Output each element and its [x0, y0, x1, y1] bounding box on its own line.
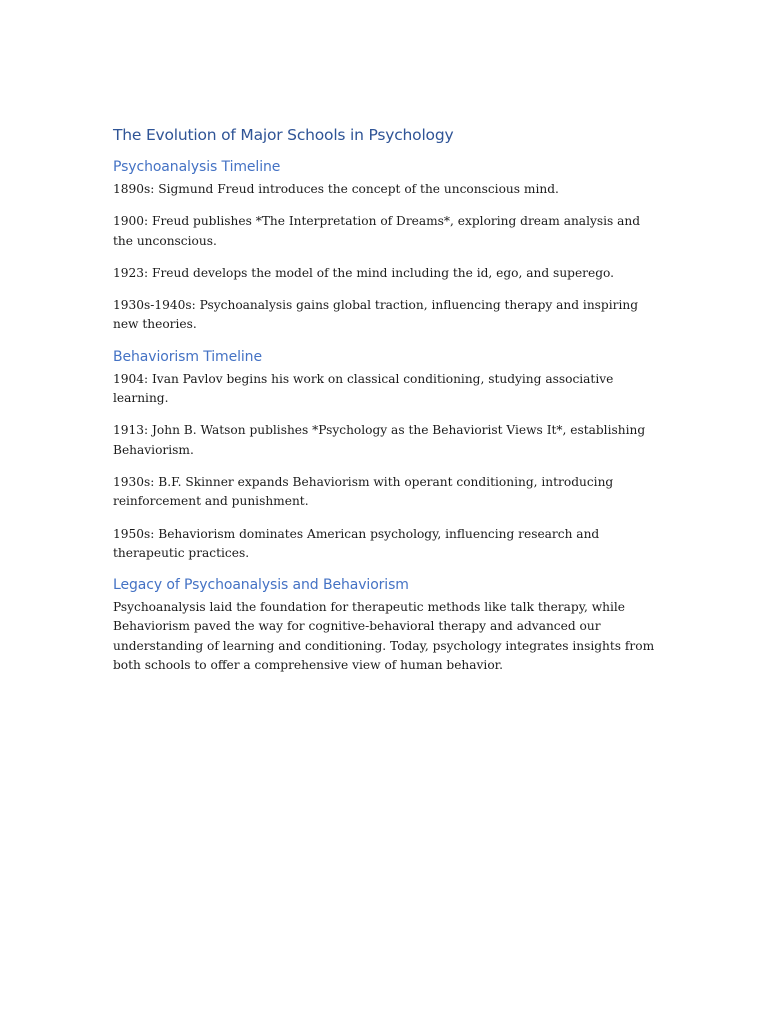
section-psychoanalysis-timeline: [113, 158, 658, 335]
timeline-entry: 1904: Ivan Pavlov begins his work on classical conditioning, studying associative learning.: [113, 371, 614, 406]
section-heading: Behaviorism Timeline: [113, 348, 262, 365]
timeline-entry: 1930s: B.F. Skinner expands Behaviorism with operant conditioning, introducing reinforcement and punishment.: [113, 474, 614, 509]
timeline-entry: 1913: John B. Watson publishes *Psychology as the Behaviorist Views It*, establishing Behaviorism.: [113, 423, 646, 457]
timeline-entry: 1923: Freud develops the model of the mind including the id, ego, and superego.: [113, 265, 615, 280]
legacy-paragraph: Psychoanalysis laid the foundation for therapeutic methods like talk therapy, while Behaviorism paved the way for cognitive-behavioral therapy and advanced our understanding of learning and conditioning. Today, psychology integrates insights from both schools to offer a comprehensive view of human behavior.: [113, 600, 655, 673]
document-title: The Evolution of Major Schools in Psychology: [113, 126, 454, 144]
section-legacy: [113, 576, 658, 675]
section-heading: Psychoanalysis Timeline: [113, 159, 281, 175]
section-behaviorism-timeline: [113, 348, 658, 563]
timeline-entry: 1930s-1940s: Psychoanalysis gains global traction, influencing therapy and inspiring new theories.: [113, 298, 638, 332]
timeline-entry: 1950s: Behaviorism dominates American psychology, influencing research and therapeutic practices.: [113, 526, 600, 560]
timeline-entry: 1900: Freud publishes *The Interpretation of Dreams*, exploring dream analysis and the unconscious.: [113, 214, 641, 248]
timeline-entry: 1890s: Sigmund Freud introduces the concept of the unconscious mind.: [113, 182, 559, 196]
document-page: [113, 124, 658, 688]
section-heading: Legacy of Psychoanalysis and Behaviorism: [113, 577, 409, 594]
